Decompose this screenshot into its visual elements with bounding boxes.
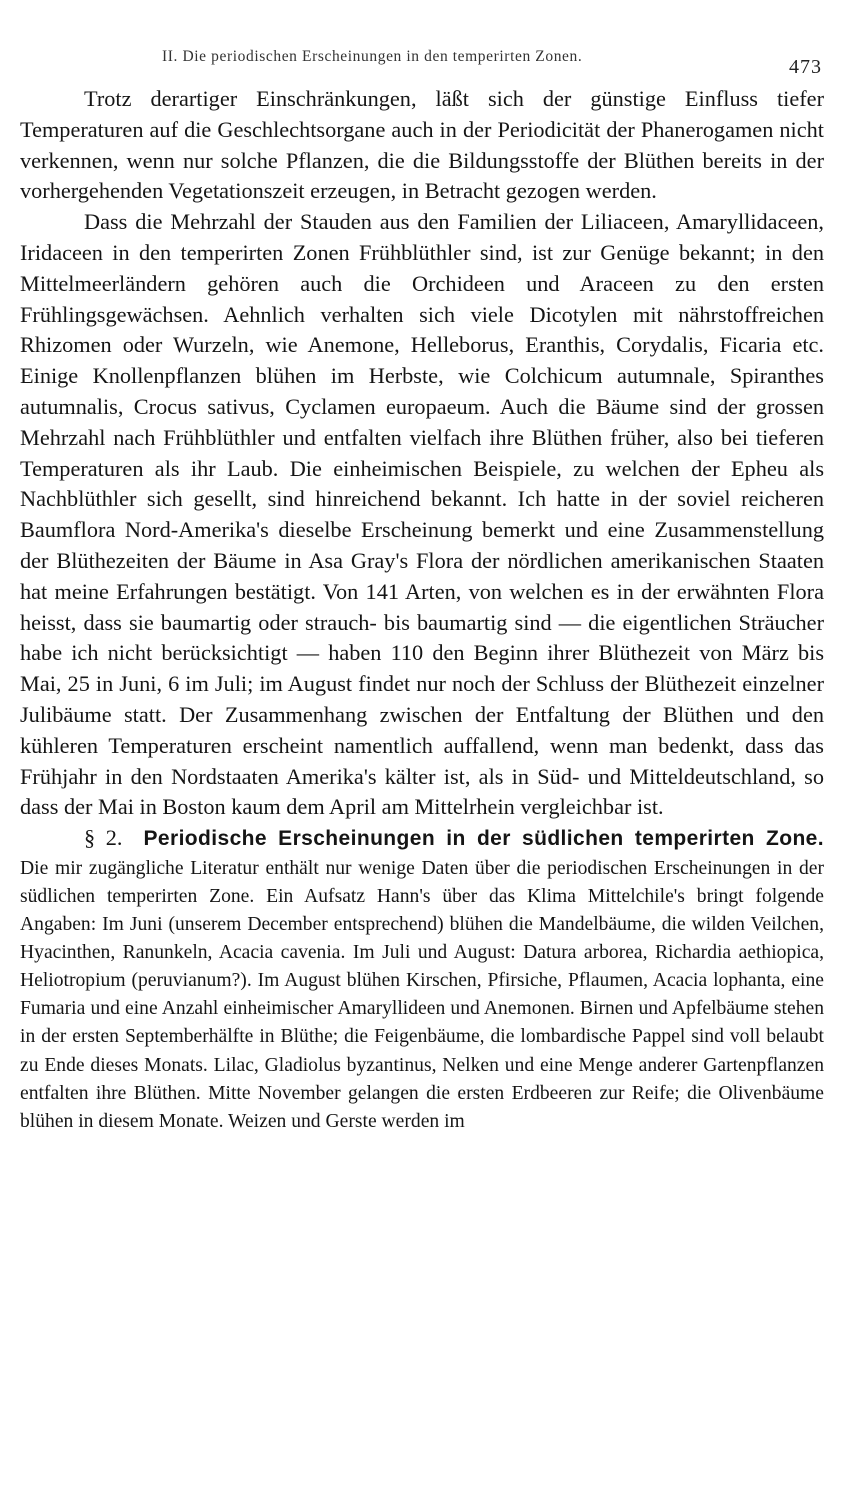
book-page [20, 40, 824, 1136]
running-title: II. Die periodischen Erscheinungen in den temperirten Zonen. [162, 48, 583, 65]
paragraph-2: Dass die Mehrzahl der Stauden aus den Familien der Liliaceen, Amaryllidaceen, Iridaceen in den temperirten Zonen Frühblüthler sind, ist zur Genüge bekannt; in den Mittelmeerländern gehören auch die Orchideen und Araceen zu den ersten Frühlingsgewächsen. Aehnlich verhalten sich viele Dicotylen mit nährstoffreichen Rhizomen oder Wurzeln, wie Anemone, Helleborus, Eranthis, Corydalis, Ficaria etc. Einige Knollenpflanzen blühen im Herbste, wie Colchicum autumnale, Spiranthes autumnalis, Crocus sativus, Cyclamen europaeum. Auch die Bäume sind der grossen Mehrzahl nach Frühblüthler und entfalten vielfach ihre Blüthen früher, also bei tieferen Temperaturen als ihr Laub. Die einheimischen Beispiele, zu welchen der Epheu als Nachblüthler sich gesellt, sind hinreichend bekannt. Ich hatte in der soviel reicheren Baumflora Nord-Amerika's dieselbe Erscheinung bemerkt und eine Zusammenstellung der Blüthezeiten der Bäume in Asa Gray's Flora der nördlichen amerikanischen Staaten hat meine Erfahrungen bestätigt. Von 141 Arten, von welchen es in der erwähnten Flora heisst, dass sie baumartig oder strauch- bis baumartig sind — die eigentlichen Sträucher habe ich nicht berücksichtigt — haben 110 den Beginn ihrer Blüthezeit von März bis Mai, 25 in Juni, 6 im Juli; im August findet nur noch der Schluss der Blüthezeit einzelner Julibäume statt. Der Zusammenhang zwischen der Entfaltung der Blüthen und den kühleren Temperaturen erscheint namentlich auffallend, wenn man bedenkt, dass das Frühjahr in den Nordstaaten Amerika's kälter ist, als in Süd- und Mitteldeutschland, so dass der Mai in Boston kaum dem April am Mittelrhein vergleichbar ist. [20, 209, 824, 820]
paragraph-1: Trotz derartiger Einschränkungen, läßt sich der günstige Einfluss tiefer Temperaturen auf die Geschlechtsorgane auch in der Periodicität der Phanerogamen nicht verkennen, wenn nur solche Pflanzen, die die Bildungsstoffe der Blüthen bereits in der vorhergehenden Vegetationszeit erzeugen, in Betracht gezogen werden. [20, 86, 824, 204]
section-mark: § 2. [84, 825, 123, 851]
running-header [20, 40, 824, 84]
section-heading [20, 823, 824, 855]
section-paragraph [20, 823, 824, 1136]
section-text: Die mir zugängliche Literatur enthält nur wenige Daten über die periodischen Erscheinungen in der südlichen temperirten Zone. Ein Aufsatz Hann's über das Klima Mittelchile's bringt folgende Angaben: Im Juni (unserem December entsprechend) blühen die Mandelbäume, die wilden Veilchen, Hyacinthen, Ranunkeln, Acacia cavenia. Im Juli und August: Datura arborea, Richardia aethiopica, Heliotropium (peruvianum?). Im August blühen Kirschen, Pfirsiche, Pflaumen, Acacia lophanta, eine Fumaria und eine Anzahl einheimischer Amaryllideen und Anemonen. Birnen und Apfelbäume stehen in der ersten Septemberhälfte in Blüthe; die Feigenbäume, die lombardische Pappel sind voll belaubt zu Ende dieses Monats. Lilac, Gladiolus byzantinus, Nelken und eine Menge anderer Gartenpflanzen entfalten ihre Blüthen. Mitte November gelangen die ersten Erdbeeren zur Reife; die Olivenbäume blühen in diesem Monate. Weizen und Gerste werden im [20, 857, 824, 1132]
section-title: Periodische Erscheinungen in der südlichen temperirten Zone. [143, 827, 824, 851]
page-number: 473 [789, 56, 822, 78]
